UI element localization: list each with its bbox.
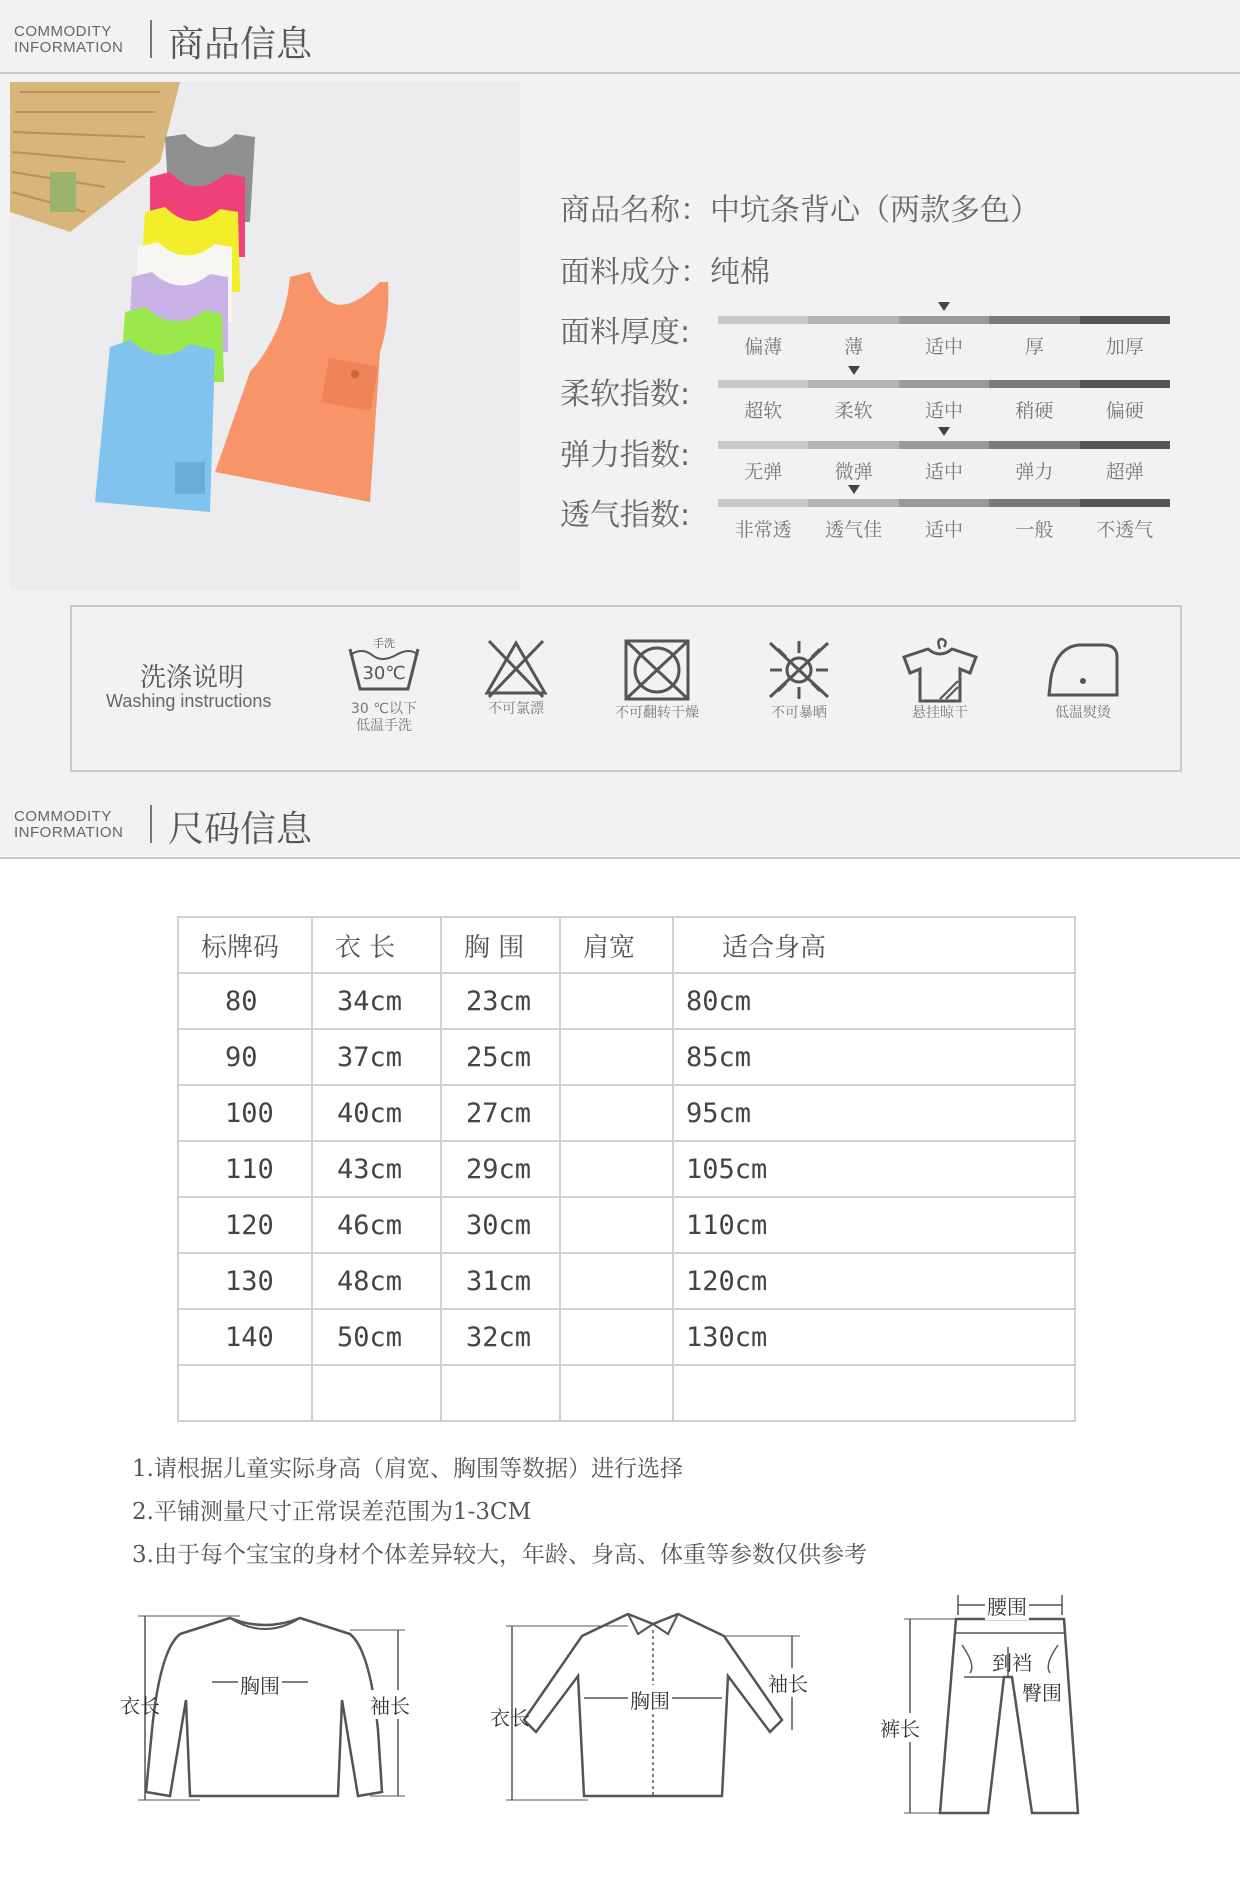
table-cell: [560, 1029, 673, 1085]
elasticity-scale: [718, 441, 1170, 481]
breathability-label: 透气指数:: [560, 498, 691, 533]
scale-option-label: 无弹: [744, 461, 783, 483]
wash-caption: 低温熨烫: [1055, 705, 1111, 721]
fabric-value: 纯棉: [710, 255, 770, 290]
table-cell: 40cm: [312, 1085, 441, 1141]
hang-dry-icon: [885, 637, 995, 722]
table-cell: [560, 1253, 673, 1309]
scale-segment: [1080, 316, 1170, 324]
header-divider: [150, 20, 152, 58]
table-cell: [560, 1365, 673, 1421]
scale-indicator-icon: [848, 366, 860, 375]
diagram-label: 到裆: [992, 1651, 1032, 1675]
svg-text:手洗: 手洗: [373, 637, 395, 650]
diagram-label: 胸围: [628, 1685, 672, 1714]
table-cell: 120: [178, 1197, 312, 1253]
scale-option-label: 厚: [1024, 336, 1044, 358]
scale-option-label: 稍硬: [1015, 400, 1054, 422]
wash-caption: 30 ℃以下: [351, 701, 417, 717]
table-cell: [441, 1365, 560, 1421]
table-cell: 100: [178, 1085, 312, 1141]
scale-segment: [989, 316, 1079, 324]
low-iron-icon: [1028, 637, 1138, 722]
pants-measure-diagram: [880, 1585, 1100, 1825]
table-cell: 130cm: [673, 1309, 1075, 1365]
diagram-label: 衣长: [120, 1694, 160, 1718]
breathability-scale: [718, 499, 1170, 539]
wash-caption: 悬挂晾干: [912, 705, 968, 721]
scale-segment: [718, 380, 808, 388]
header-shoulder: 肩宽: [560, 917, 673, 973]
header-length: 衣 长: [312, 917, 441, 973]
scale-segment: [899, 316, 989, 324]
table-cell: 95cm: [673, 1085, 1075, 1141]
product-name-label: 商品名称：: [560, 193, 710, 228]
scale-segment: [808, 441, 898, 449]
scale-option-label: 适中: [924, 336, 963, 358]
wash-caption-2: 低温手洗: [356, 718, 412, 734]
no-sun-icon: [744, 637, 854, 722]
note-item: 2.平铺测量尺寸正常误差范围为1-3CM: [132, 1499, 532, 1525]
scale-segment: [899, 441, 989, 449]
header-chest: 胸 围: [441, 917, 560, 973]
wash-title: 洗涤说明: [140, 663, 245, 693]
table-cell: 34cm: [312, 973, 441, 1029]
table-cell: 85cm: [673, 1029, 1075, 1085]
scale-indicator-icon: [938, 427, 950, 436]
section-title: 商品信息: [168, 24, 313, 65]
scale-segment: [1080, 380, 1170, 388]
pants-icon: [880, 1585, 1100, 1825]
scale-segment: [1080, 441, 1170, 449]
scale-option-label: 微弹: [834, 461, 873, 483]
diagram-label: 裤长: [880, 1713, 920, 1742]
softness-label: 柔软指数:: [560, 377, 691, 412]
table-cell: 50cm: [312, 1309, 441, 1365]
table-header-row: [178, 917, 1075, 973]
table-row: [178, 1365, 1075, 1421]
table-cell: 48cm: [312, 1253, 441, 1309]
table-cell: 120cm: [673, 1253, 1075, 1309]
table-row: [178, 1141, 1075, 1197]
table-cell: 80: [178, 973, 312, 1029]
table-cell: 32cm: [441, 1309, 560, 1365]
product-name-row: [560, 185, 1040, 229]
en-line-1: COMMODITY: [14, 23, 112, 40]
wash-caption: 不可翻转干燥: [615, 705, 699, 721]
fabric-label: 面料成分：: [560, 255, 710, 290]
table-row: [178, 973, 1075, 1029]
table-cell: 23cm: [441, 973, 560, 1029]
table-cell: 30cm: [441, 1197, 560, 1253]
scale-segment: [899, 499, 989, 507]
section-header-en: [14, 809, 123, 841]
section-header-size: [0, 785, 1240, 859]
table-row: [178, 1253, 1075, 1309]
header-divider: [150, 805, 152, 843]
table-cell: 130: [178, 1253, 312, 1309]
scale-option-label: 薄: [844, 336, 864, 358]
table-cell: [178, 1365, 312, 1421]
scale-option-label: 偏硬: [1105, 400, 1144, 422]
scale-segment: [718, 316, 808, 324]
product-photo: [10, 82, 520, 590]
header-size-tag: 标牌码: [178, 917, 312, 973]
scale-option-label: 偏薄: [744, 336, 783, 358]
wash-subtitle: Washing instructions: [106, 691, 272, 711]
scale-option-label: 透气佳: [825, 519, 883, 541]
table-cell: 90: [178, 1029, 312, 1085]
size-notes: [132, 1448, 867, 1577]
wash-caption: 不可暴晒: [771, 705, 827, 721]
scale-option-label: 不透气: [1096, 519, 1154, 541]
scale-segment: [989, 499, 1079, 507]
scale-segment: [1080, 499, 1170, 507]
en-line-1: COMMODITY: [14, 808, 112, 825]
wash-caption: 不可氯漂: [488, 701, 544, 717]
diagram-label: 腰围: [985, 1591, 1029, 1620]
scale-segment: [808, 499, 898, 507]
table-cell: 29cm: [441, 1141, 560, 1197]
svg-text:30℃: 30℃: [362, 663, 406, 684]
scale-option-label: 加厚: [1105, 336, 1144, 358]
shirt-measure-diagram: [488, 1590, 818, 1810]
scale-segment: [718, 441, 808, 449]
tank-tops-illustration: [10, 82, 520, 590]
table-cell: 110: [178, 1141, 312, 1197]
table-cell: 140: [178, 1309, 312, 1365]
scale-option-label: 弹力: [1015, 461, 1054, 483]
scale-option-label: 适中: [924, 519, 963, 541]
diagram-label: 衣长: [490, 1706, 530, 1730]
table-cell: [560, 973, 673, 1029]
scale-option-label: 适中: [924, 400, 963, 422]
scale-option-label: 适中: [924, 461, 963, 483]
no-bleach-icon: [461, 637, 571, 718]
scale-option-label: 超软: [744, 400, 783, 422]
scale-indicator-icon: [938, 302, 950, 311]
table-cell: 31cm: [441, 1253, 560, 1309]
table-cell: [560, 1141, 673, 1197]
scale-option-label: 非常透: [734, 519, 792, 541]
diagram-label: 臀围: [1022, 1681, 1062, 1705]
scale-option-label: 柔软: [834, 400, 873, 422]
diagram-label: 袖长: [370, 1690, 410, 1719]
thickness-label: 面料厚度:: [560, 315, 691, 350]
table-row: [178, 1085, 1075, 1141]
table-row: [178, 1029, 1075, 1085]
scale-segment: [989, 380, 1079, 388]
en-line-2: INFORMATION: [14, 824, 124, 841]
thickness-scale: [718, 316, 1170, 356]
table-cell: 37cm: [312, 1029, 441, 1085]
table-cell: [560, 1197, 673, 1253]
diagram-label: 袖长: [768, 1668, 808, 1697]
scale-option-label: 超弹: [1105, 461, 1144, 483]
section-title: 尺码信息: [168, 809, 313, 850]
tshirt-measure-diagram: [120, 1590, 420, 1810]
no-tumble-dry-icon: [602, 637, 712, 722]
table-cell: 25cm: [441, 1029, 560, 1085]
table-cell: 46cm: [312, 1197, 441, 1253]
table-cell: [673, 1365, 1075, 1421]
scale-segment: [808, 316, 898, 324]
fabric-row: [560, 247, 770, 291]
table-cell: [560, 1085, 673, 1141]
table-cell: 110cm: [673, 1197, 1075, 1253]
table-cell: [560, 1309, 673, 1365]
header-height: 适合身高: [673, 917, 1075, 973]
table-cell: 27cm: [441, 1085, 560, 1141]
section-header-product: [0, 0, 1240, 74]
size-table: [177, 916, 1076, 1422]
table-cell: [312, 1365, 441, 1421]
table-cell: 105cm: [673, 1141, 1075, 1197]
table-cell: 43cm: [312, 1141, 441, 1197]
scale-segment: [899, 380, 989, 388]
section-header-en: [14, 24, 123, 56]
scale-segment: [718, 499, 808, 507]
elasticity-label: 弹力指数:: [560, 438, 691, 473]
product-name-value: 中坑条背心（两款多色）: [710, 193, 1040, 228]
scale-segment: [808, 380, 898, 388]
en-line-2: INFORMATION: [14, 39, 124, 56]
note-item: 1.请根据儿童实际身高（肩宽、胸围等数据）进行选择: [132, 1456, 683, 1482]
hand-wash-30-icon: [329, 637, 439, 735]
table-row: [178, 1309, 1075, 1365]
diagram-label: 胸围: [238, 1670, 282, 1699]
washing-instructions: [70, 605, 1182, 772]
table-cell: 80cm: [673, 973, 1075, 1029]
note-item: 3.由于每个宝宝的身材个体差异较大，年龄、身高、体重等参数仅供参考: [132, 1542, 867, 1568]
softness-scale: [718, 380, 1170, 420]
table-row: [178, 1197, 1075, 1253]
scale-segment: [989, 441, 1079, 449]
scale-option-label: 一般: [1015, 519, 1054, 541]
scale-indicator-icon: [848, 485, 860, 494]
